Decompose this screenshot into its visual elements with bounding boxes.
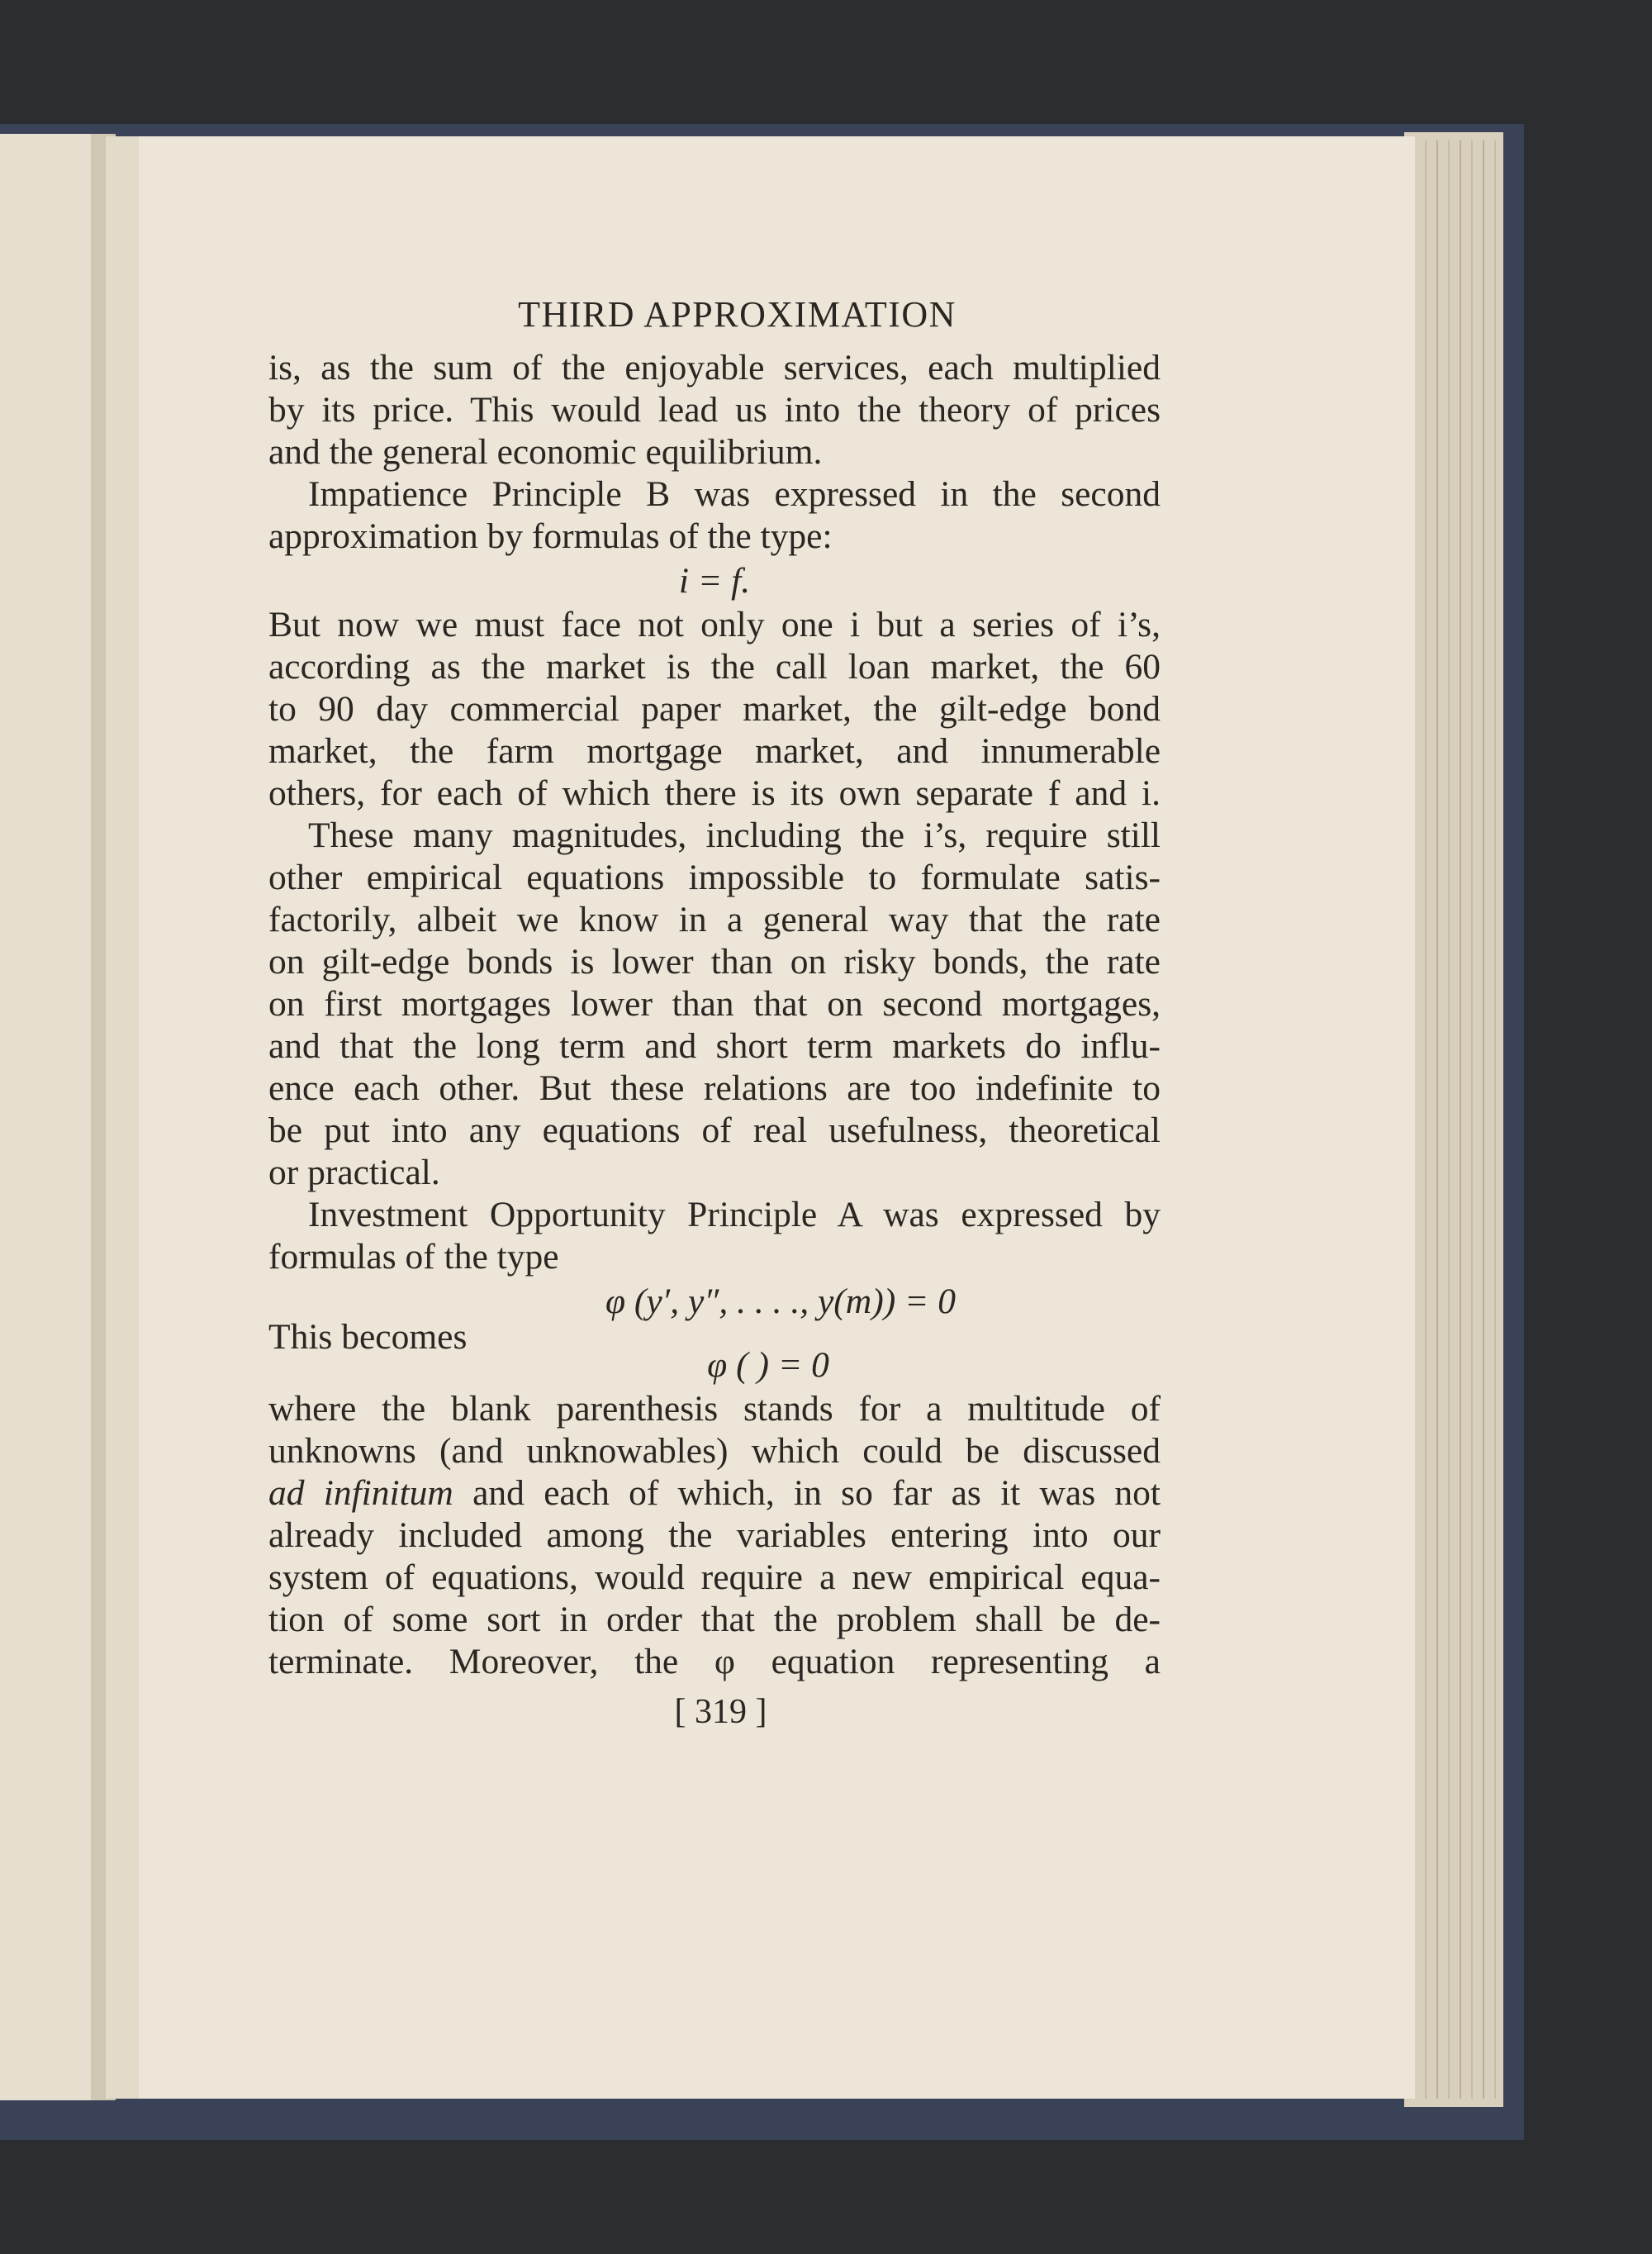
text-line: on first mortgages lower than that on second mortgages, <box>268 984 1161 1024</box>
text-line: is, as the sum of the enjoyable services, each multiplied <box>268 348 1161 388</box>
formula-i-equals-f: i = f. <box>678 561 751 601</box>
page-number: [ 319 ] <box>674 1693 767 1731</box>
text-line-rest: and each of which, in so far as it was not <box>472 1473 1161 1513</box>
text-line-mixed <box>268 1472 1161 1515</box>
text-line: other empirical equations impossible to formulate satis- <box>268 858 1161 897</box>
text-line: tion of some sort in order that the problem shall be de- <box>268 1600 1161 1639</box>
text-line: This becomes <box>268 1317 468 1357</box>
text-line: where the blank parenthesis stands for a multitude of <box>268 1389 1161 1429</box>
text-line: Impatience Principle B was expressed in the second <box>308 474 1161 514</box>
text-line: terminate. Moreover, the φ equation representing a <box>268 1642 1161 1681</box>
text-line: already included among the variables entering into our <box>268 1515 1161 1555</box>
running-head: THIRD APPROXIMATION <box>518 294 957 335</box>
text-line: or practical. <box>268 1153 440 1192</box>
text-line: be put into any equations of real usefulness, theoretical <box>268 1110 1161 1150</box>
text-line: approximation by formulas of the type: <box>268 516 833 556</box>
ad-infinitum-italic: ad infinitum <box>268 1473 453 1513</box>
text-line: These many magnitudes, including the i’s, require still <box>308 816 1161 855</box>
text-line: on gilt-edge bonds is lower than on risky bonds, the rate <box>268 942 1161 982</box>
text-line: ence each other. But these relations are too indefinite to <box>268 1068 1161 1108</box>
formula-phi-blank: φ ( ) = 0 <box>707 1345 829 1385</box>
text-line: But now we must face not only one i but a series of i’s, <box>268 605 1161 644</box>
page-text <box>268 293 1161 1733</box>
page-curl-shadow <box>106 136 139 2099</box>
page-edges <box>1404 132 1503 2107</box>
text-line: and the general economic equilibrium. <box>268 432 823 472</box>
text-line: by its price. This would lead us into the theory of prices <box>268 390 1161 430</box>
text-line: and that the long term and short term markets do influ- <box>268 1026 1161 1066</box>
text-line: market, the farm mortgage market, and innumerable <box>268 731 1161 771</box>
text-line: system of equations, would require a new empirical equa- <box>268 1557 1161 1597</box>
text-line: Investment Opportunity Principle A was expressed by <box>308 1195 1161 1234</box>
formula-phi-y: φ (y′, y″, . . . ., y(m)) = 0 <box>605 1282 957 1321</box>
text-line: formulas of the type <box>268 1237 559 1277</box>
text-line: factorily, albeit we know in a general way that the rate <box>268 900 1161 939</box>
text-line: others, for each of which there is its own separate f and i. <box>268 773 1161 813</box>
left-page <box>0 134 99 2100</box>
text-line: according as the market is the call loan market, the 60 <box>268 647 1161 687</box>
text-line: to 90 day commercial paper market, the gilt-edge bond <box>268 689 1161 729</box>
text-line: unknowns (and unknowables) which could be discussed <box>268 1431 1161 1471</box>
